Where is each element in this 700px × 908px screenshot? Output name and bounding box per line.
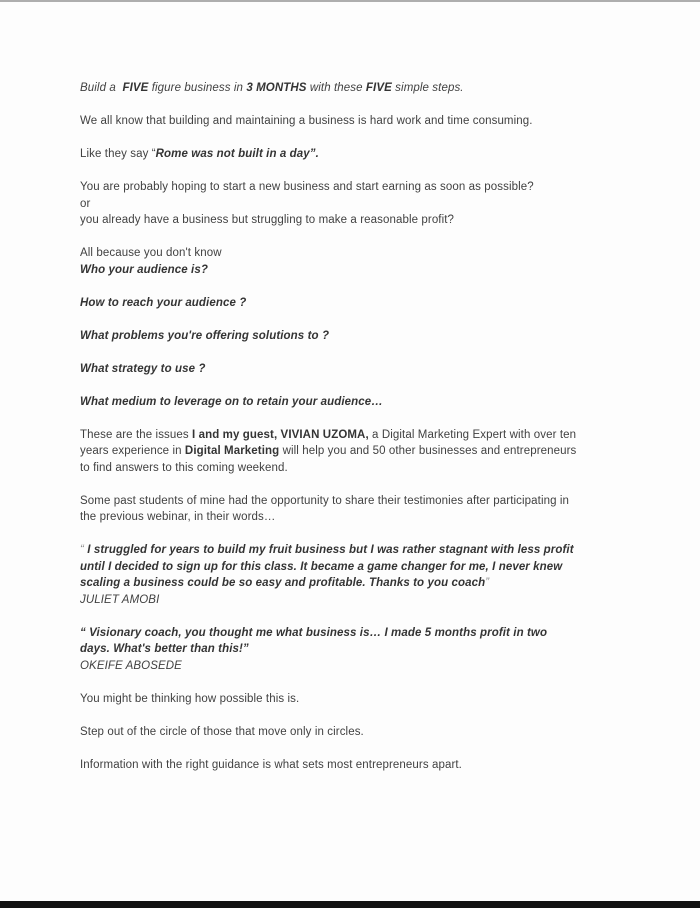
close-quote-mark: ” (485, 577, 490, 589)
bottom-border-bar (0, 901, 700, 908)
issues-text: to find answers to this coming weekend. (80, 461, 288, 474)
intro-emphasis-five-2: FIVE (365, 82, 392, 94)
paragraph-thinking: You might be thinking how possible this is. (80, 692, 300, 705)
intro-text: figure business in (148, 82, 247, 94)
question-reach-audience: How to reach your audience ? (80, 296, 247, 309)
paragraph-because (80, 245, 640, 278)
paragraph-issues (80, 427, 640, 477)
issues-guest-name: I and my guest, VIVIAN UZOMA, (192, 428, 369, 441)
rome-lead-text: Like they say “ (80, 148, 156, 160)
students-line-1: Some past students of mine had the opportunity to share their testimonies after participating in (80, 494, 570, 507)
hoping-line-2: or (80, 197, 91, 210)
paragraph-step-out: Step out of the circle of those that move only in circles. (80, 725, 364, 738)
open-quote-mark: “ (80, 544, 88, 556)
testimonial-1-line-2: until I decided to sign up for this class. It became a game changer for me, I never knew (80, 560, 563, 573)
issues-text: a Digital Marketing Expert with over ten (368, 428, 577, 441)
issues-text: These are the issues (80, 428, 193, 441)
question-strategy: What strategy to use ? (80, 362, 206, 375)
testimonial-2-author: OKEIFE ABOSEDE (80, 659, 182, 672)
paragraph-hoping (80, 179, 640, 229)
issues-text: years experience in (80, 445, 185, 457)
hoping-line-3: you already have a business but struggling to make a reasonable profit? (80, 214, 455, 226)
question-who-audience: Who your audience is? (80, 263, 208, 276)
testimonial-1-line-1: I struggled for years to build my fruit business but I was rather stagnant with less profit (87, 544, 574, 556)
intro-line (80, 80, 640, 97)
question-problems: What problems you're offering solutions to ? (80, 329, 330, 342)
intro-emphasis-months: 3 MONTHS (246, 82, 307, 94)
rome-quote-text: Rome was not built in a day”. (155, 148, 319, 160)
testimonial-1-author: JULIET AMOBI (80, 593, 160, 606)
intro-emphasis-five-1: FIVE (122, 82, 149, 94)
hoping-line-1: You are probably hoping to start a new business and start earning as soon as possible? (80, 181, 534, 193)
testimonial-2-line-1: “ Visionary coach, you thought me what business is… I made 5 months profit in two (80, 626, 548, 639)
testimonial-2-line-2: days. What's better than this!” (80, 643, 249, 655)
testimonial-1 (80, 542, 640, 608)
document-page (0, 2, 700, 790)
paragraph-hard-work: We all know that building and maintaining a business is hard work and time consuming. (80, 115, 533, 127)
issues-digital-marketing: Digital Marketing (184, 445, 280, 457)
intro-text: Build a (80, 82, 123, 94)
testimonial-1-line-3: scaling a business could be so easy and profitable. Thanks to you coach (80, 577, 486, 589)
testimonial-2 (80, 625, 640, 675)
question-medium: What medium to leverage on to retain your audience… (80, 395, 383, 408)
because-lead-text: All because you don't know (80, 247, 222, 259)
students-line-2: the previous webinar, in their words… (80, 511, 276, 523)
paragraph-students (80, 493, 640, 526)
paragraph-information: Information with the right guidance is what sets most entrepreneurs apart. (80, 758, 462, 771)
intro-text: simple steps. (391, 82, 464, 94)
issues-text: will help you and 50 other businesses and entrepreneurs (279, 445, 577, 457)
intro-text: with these (306, 82, 366, 94)
paragraph-rome-quote (80, 146, 640, 163)
